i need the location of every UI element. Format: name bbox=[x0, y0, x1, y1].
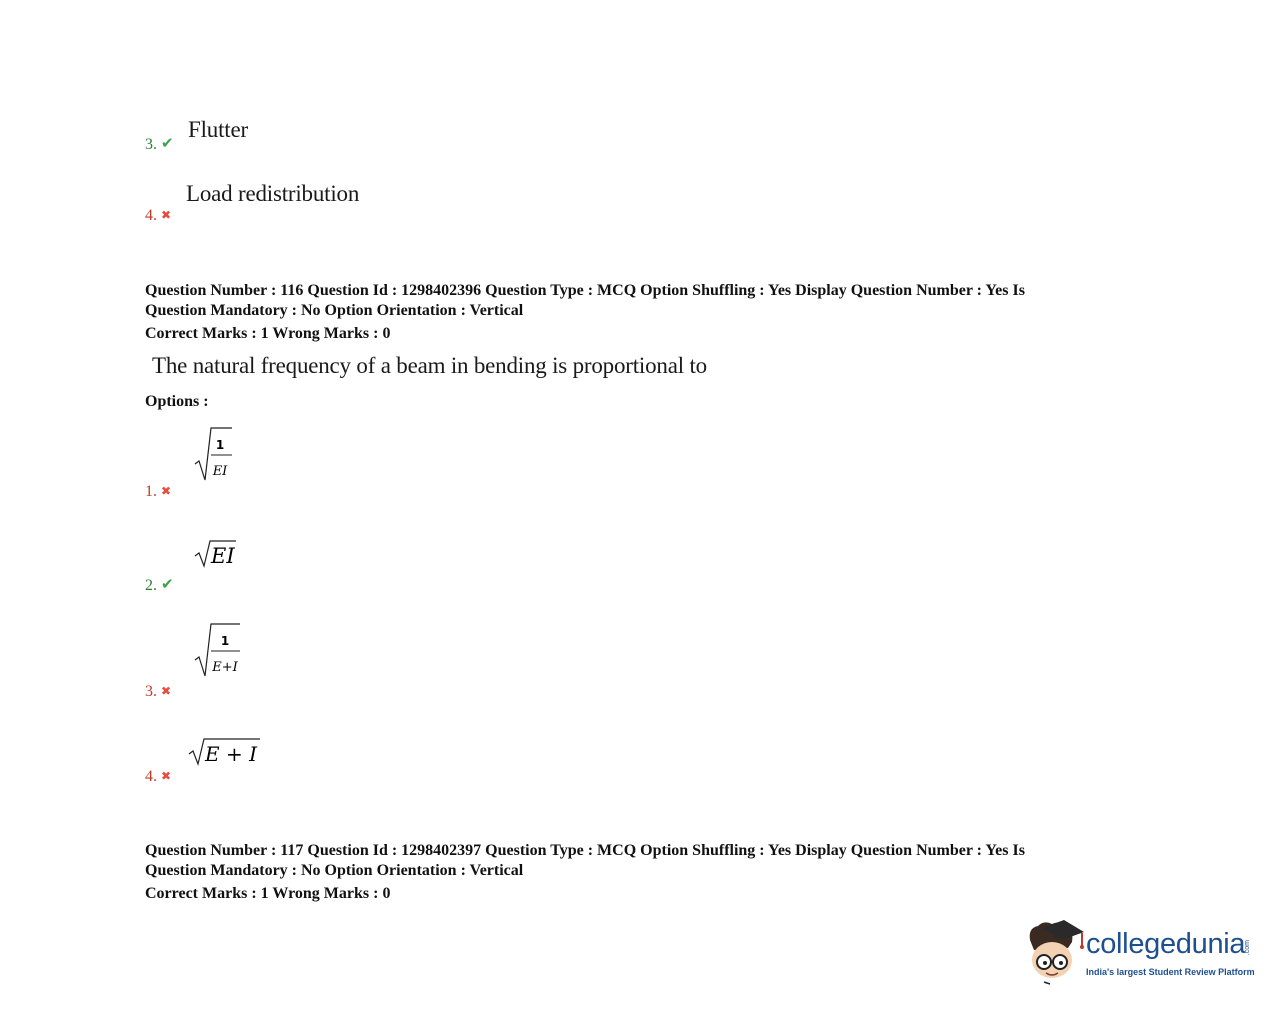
option-1-denominator: EI bbox=[212, 464, 228, 479]
question-116-meta bbox=[145, 281, 1125, 344]
option-2-marker bbox=[145, 575, 174, 595]
logo-brand: collegedunia bbox=[1086, 928, 1246, 960]
prev-option-4-marker bbox=[145, 207, 171, 225]
option-2-formula bbox=[192, 538, 244, 570]
cross-icon: ✖ bbox=[161, 484, 172, 498]
mascot-icon bbox=[1024, 918, 1086, 988]
prev-option-3-text: Flutter bbox=[188, 117, 248, 142]
option-2-radicand: EI bbox=[211, 544, 235, 568]
option-4-marker bbox=[145, 768, 171, 786]
meta-line: Question Mandatory : No Option Orientation : Vertical bbox=[145, 302, 524, 319]
options-label: Options : bbox=[145, 393, 209, 410]
meta-line: Correct Marks : 1 Wrong Marks : 0 bbox=[145, 325, 391, 342]
question-116-stem: The natural frequency of a beam in bending is proportional to bbox=[152, 353, 707, 378]
option-number: 3. bbox=[145, 683, 157, 700]
meta-line: Question Number : 116 Question Id : 1298402396 Question Type : MCQ Option Shuffling : Yes Display Question Number : Yes Is bbox=[145, 282, 1025, 299]
option-3-denominator: E+I bbox=[212, 660, 238, 675]
prev-option-3-marker bbox=[145, 134, 174, 154]
option-3-formula bbox=[192, 620, 246, 680]
prev-option-4-text: Load redistribution bbox=[186, 181, 360, 206]
option-1-marker bbox=[145, 483, 171, 501]
check-icon: ✔ bbox=[161, 134, 174, 152]
cross-icon: ✖ bbox=[161, 684, 172, 698]
option-1-numerator: 1 bbox=[215, 438, 225, 452]
meta-line: Correct Marks : 1 Wrong Marks : 0 bbox=[145, 885, 391, 902]
option-4-radicand: E + I bbox=[205, 742, 257, 766]
option-3-marker bbox=[145, 683, 171, 701]
option-number: 4. bbox=[145, 768, 157, 785]
collegedunia-logo[interactable] bbox=[1024, 918, 1264, 990]
option-number: 2. bbox=[145, 577, 157, 594]
cross-icon: ✖ bbox=[161, 769, 172, 783]
logo-tagline: India's largest Student Review Platform bbox=[1086, 967, 1255, 977]
option-number: 1. bbox=[145, 483, 157, 500]
option-number: 3. bbox=[145, 136, 157, 153]
meta-line: Question Number : 117 Question Id : 1298402397 Question Type : MCQ Option Shuffling : Yes Display Question Number : Yes Is bbox=[145, 842, 1025, 859]
option-4-formula bbox=[186, 736, 266, 768]
option-3-numerator: 1 bbox=[220, 634, 230, 648]
meta-line: Question Mandatory : No Option Orientation : Vertical bbox=[145, 862, 524, 879]
logo-suffix: .com bbox=[1244, 940, 1251, 956]
option-number: 4. bbox=[145, 207, 157, 224]
option-1-formula bbox=[192, 424, 240, 484]
question-117-meta bbox=[145, 841, 1125, 904]
check-icon: ✔ bbox=[161, 575, 174, 593]
cross-icon: ✖ bbox=[161, 208, 172, 222]
